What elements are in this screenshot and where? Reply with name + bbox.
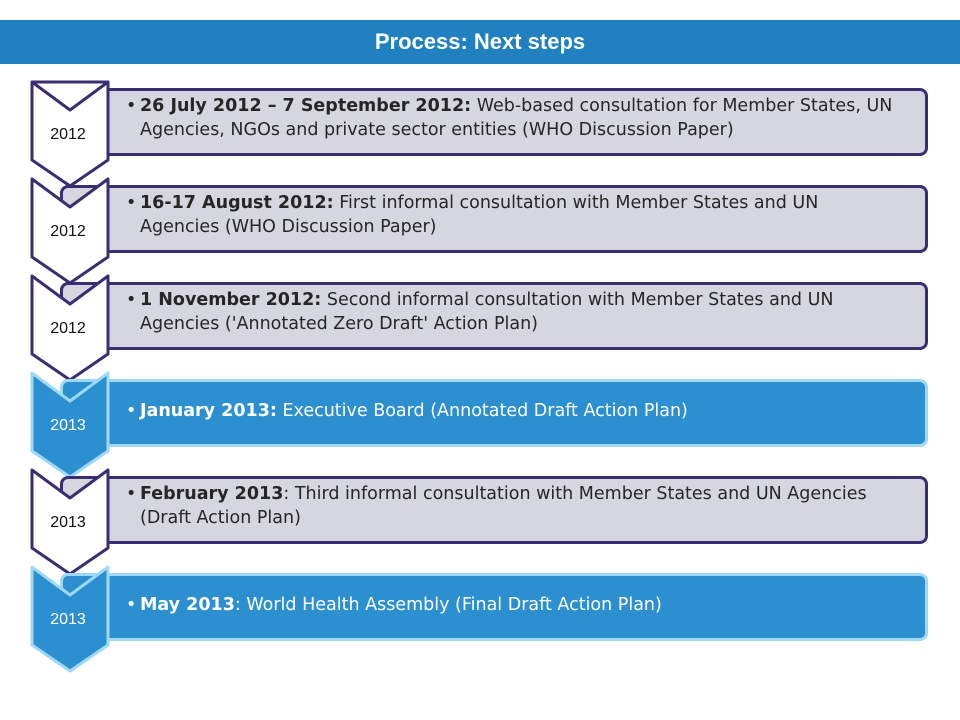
step-5 [0,474,960,574]
step-4 [0,377,960,477]
bullet: • [126,193,137,213]
step-1 [0,86,960,186]
step-description: Web-based consultation for Member States, UN Agencies, NGOs and private sector entities (WHO Discussion Paper) [140,96,893,140]
step-description: First informal consultation with Member States and UN Agencies (WHO Discussion Paper) [140,193,819,237]
step-text [126,288,900,336]
step-6 [0,571,960,671]
step-text [126,94,900,142]
step-text [126,191,900,239]
step-date: May 2013 [140,595,235,615]
step-text [126,482,900,530]
bullet: • [126,290,137,310]
step-text [126,399,900,423]
step-year: 2013 [50,417,86,434]
step-description: Second informal consultation with Member States and UN Agencies ('Annotated Zero Draft' Action Plan) [140,290,834,334]
step-year: 2012 [50,320,86,337]
bullet: • [126,595,137,615]
bullet: • [126,484,137,504]
step-text [126,593,900,617]
step-date: February 2013 [140,484,284,504]
step-year: 2013 [50,514,86,531]
step-2 [0,183,960,283]
step-date: January 2013: [140,401,277,421]
step-date: 1 November 2012: [140,290,322,310]
step-description: Executive Board (Annotated Draft Action Plan) [276,401,688,421]
bullet: • [126,96,137,116]
step-year: 2012 [50,126,86,143]
step-3 [0,280,960,380]
page-title: Process: Next steps [0,20,960,64]
step-description: : Third informal consultation with Member States and UN Agencies (Draft Action Plan) [140,484,867,528]
step-description: : World Health Assembly (Final Draft Action Plan) [234,595,662,615]
step-year: 2012 [50,223,86,240]
step-date: 16-17 August 2012: [140,193,334,213]
bullet: • [126,401,137,421]
step-date: 26 July 2012 – 7 September 2012: [140,96,472,116]
step-year: 2013 [50,611,86,628]
